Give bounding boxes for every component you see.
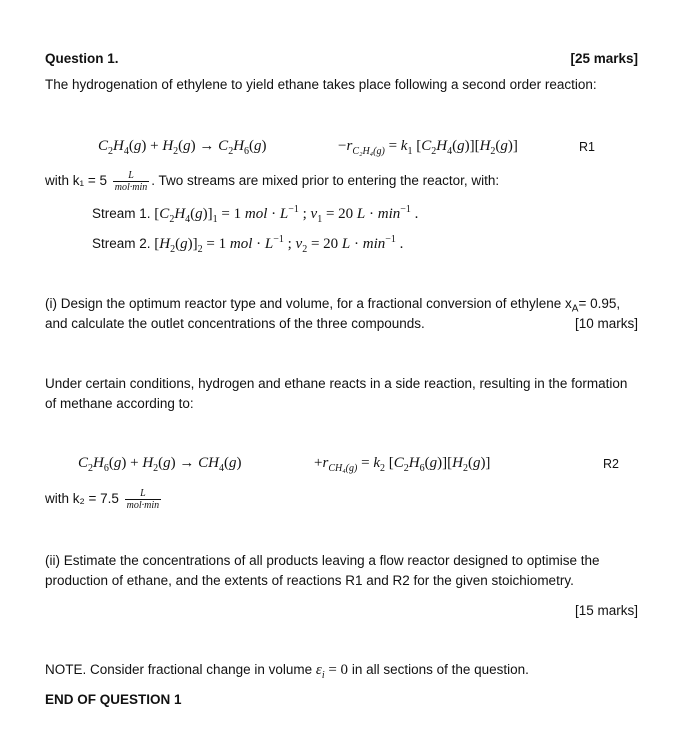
k1-unit-num: L (113, 170, 150, 182)
reaction2-rate-law: $+r_{CH_4(g)} = k_2$ $[C_2H_6(g)][H_2(g)]$ (314, 455, 491, 474)
stream2-line (92, 236, 403, 253)
side-line2: of methane according to: (45, 396, 194, 411)
note-line: NOTE. Consider fractional change in volume $\varepsilon_i = 0$ in all sections of the question. (45, 662, 529, 681)
part-i-marks: [10 marks] (574, 316, 638, 331)
question-marks: [25 marks] (570, 51, 638, 66)
stream1-line (92, 206, 418, 223)
k2-unit-den: mol·min (126, 500, 160, 511)
question-intro: The hydrogenation of ethylene to yield ethane takes place following a second order reaction: (45, 77, 597, 92)
k1-value: with k₁ = 5 (45, 173, 107, 189)
part-i-line2: and calculate the outlet concentrations of the three compounds. (45, 316, 425, 331)
stream2-label: Stream 2. (92, 236, 151, 251)
part-i-sub: A (571, 303, 579, 315)
reaction1-label: R1 (579, 140, 595, 154)
reaction2-equation: $C_2H_6(g) + H_2(g) \to CH_4(g)$ (78, 455, 242, 474)
k1-unit-den: mol·min (114, 182, 148, 193)
stream2-expr: $[H_2(g)]_2 = 1$ mol · $L^{-1}$ ; $v_2 = 20$ $L \cdot \min^{-1}$ . (154, 234, 404, 255)
streams-intro: . Two streams are mixed prior to entering the reactor, with: (151, 173, 500, 189)
k1-line (45, 170, 499, 193)
reaction1-rate-law: $-r_{C_2H_4(g)} = k_1$ $[C_2H_4(g)][H_2(g)]$ (338, 138, 518, 157)
reaction1-equation: $C_2H_4(g) + H_2(g) \to C_2H_6(g)$ (98, 138, 267, 157)
k2-unit-num: L (125, 488, 162, 500)
end-of-question: END OF QUESTION 1 (45, 692, 182, 707)
k2-unit (125, 488, 162, 511)
k2-line (45, 488, 163, 511)
stream1-label: Stream 1. (92, 206, 151, 221)
part-ii-marks: [15 marks] (574, 603, 638, 618)
k1-unit (113, 170, 150, 193)
part-ii-line1: (ii) Estimate the concentrations of all products leaving a flow reactor designed to optimise the (45, 553, 600, 568)
part-i-text1: (i) Design the optimum reactor type and volume, for a fractional conversion of ethylene x (45, 296, 572, 311)
part-i-value: = 0.95, (578, 296, 621, 311)
part-i-line1 (45, 296, 621, 315)
part-ii-line2: production of ethane, and the extents of reactions R1 and R2 for the given stoichiometry. (45, 573, 574, 588)
stream1-expr: $[C_2H_4(g)]_1 = 1$ mol · $L^{-1}$ ; $v_1 = 20$ $L \cdot \min^{-1}$ . (154, 204, 419, 225)
side-line1: Under certain conditions, hydrogen and ethane reacts in a side reaction, resulting in the formation (45, 376, 628, 391)
reaction2-label: R2 (603, 457, 619, 471)
question-title: Question 1. (45, 51, 119, 66)
k2-value: with k₂ = 7.5 (45, 491, 119, 507)
